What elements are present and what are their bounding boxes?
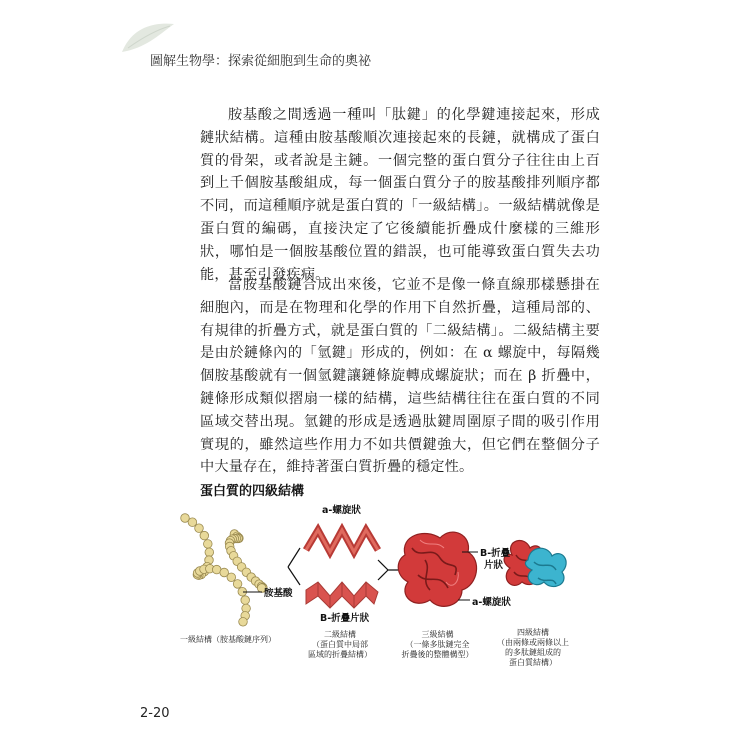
caption-secondary-structure bbox=[300, 630, 380, 660]
amino-acid-label: 胺基酸 bbox=[264, 588, 293, 599]
caption-line: 三級結構 bbox=[421, 630, 454, 639]
amino-acid-bead-chain bbox=[181, 514, 267, 626]
caption-tertiary-structure bbox=[390, 630, 485, 660]
amino-acid-bead bbox=[205, 548, 214, 557]
amino-acid-bead bbox=[195, 524, 204, 533]
tertiary-structure-blob bbox=[398, 532, 476, 606]
caption-primary-structure bbox=[168, 635, 288, 645]
amino-acid-bead bbox=[227, 573, 236, 582]
tertiary-alpha-helix-label: a-螺旋狀 bbox=[472, 597, 511, 608]
beta-sheet-shape bbox=[306, 582, 378, 608]
amino-acid-bead bbox=[241, 596, 250, 605]
caption-line: 四級結構 bbox=[517, 628, 549, 637]
amino-acid-bead bbox=[200, 531, 209, 540]
figure-title: 蛋白質的四級結構 bbox=[200, 484, 305, 499]
amino-acid-bead bbox=[239, 618, 248, 627]
caption-line: 二級結構 bbox=[324, 630, 356, 639]
page-number: 2-20 bbox=[140, 706, 170, 721]
tertiary-beta-sheet-label-line1: B-折疊 bbox=[480, 548, 511, 559]
caption-quaternary-structure bbox=[488, 628, 578, 668]
caption-line: 折疊後的整體構型） bbox=[401, 650, 474, 659]
caption-line: 蛋白質結構） bbox=[509, 658, 557, 667]
caption-line: （由兩條或兩條以上 bbox=[497, 638, 569, 647]
tertiary-beta-sheet-label-line2: 片狀 bbox=[484, 560, 504, 571]
caption-line: 區域的折疊結構） bbox=[308, 650, 372, 659]
secondary-to-tertiary-arrow bbox=[378, 560, 398, 580]
alpha-helix-label: a-螺旋狀 bbox=[322, 505, 361, 516]
alpha-helix-shape bbox=[306, 530, 378, 552]
caption-line: （一條多肽鏈完全 bbox=[405, 640, 470, 649]
amino-acid-bead bbox=[204, 540, 213, 549]
caption-line: 的多肽鏈組成的 bbox=[505, 648, 561, 657]
caption-line: （蛋白質中局部 bbox=[312, 640, 368, 649]
running-header-title: 圖解生物學：探索從細胞到生命的奧祕 bbox=[150, 54, 372, 69]
paragraph-text: 當胺基酸鏈合成出來後，它並不是像一條直線那樣懸掛在細胞內，而是在物理和化學的作用下自然折疊，這種局部的、有規律的折疊方式，就是蛋白質的「二級結構」。二級結構主要是由於鏈條內的「氫鍵」形成的，例如：在 α 螺旋中，每隔幾個胺基酸就有一個氫鍵讓鏈條旋轉成螺旋狀；而在 β 折疊中，鏈條形成類似摺扇一樣的結構，這些結構往往在蛋白質的不同區域交替出現。氫鍵的形成是透過肽鍵周圍原子間的吸引作用實現的，雖然這些作用力不如共價鍵強大，但它們在整個分子中大量存在，維持著蛋白質折疊的穩定性。 bbox=[200, 277, 600, 476]
beta-sheet-label: B-折疊片狀 bbox=[320, 613, 370, 624]
quaternary-structure-shape bbox=[504, 541, 566, 587]
caption-line: 一級結構（胺基酸鏈序列） bbox=[180, 635, 276, 644]
paragraph-text: 胺基酸之間透過一種叫「肽鍵」的化學鍵連接起來，形成鏈狀結構。這種由胺基酸順次連接起來的長鏈，就構成了蛋白質的骨架，或者說是主鏈。一個完整的蛋白質分子往往由上百到上千個胺基酸組成，每一個蛋白質分子的胺基酸排列順序都不同，而這種順序就是蛋白質的「一級結構」。一級結構就像是蛋白質的編碼，直接決定了它後續能折疊成什麼樣的三維形狀，哪怕是一個胺基酸位置的錯誤，也可能導致蛋白質失去功能，甚至引發疾病。 bbox=[200, 107, 600, 283]
amino-acid-bead bbox=[233, 580, 242, 589]
primary-to-secondary-arrow bbox=[288, 548, 300, 585]
